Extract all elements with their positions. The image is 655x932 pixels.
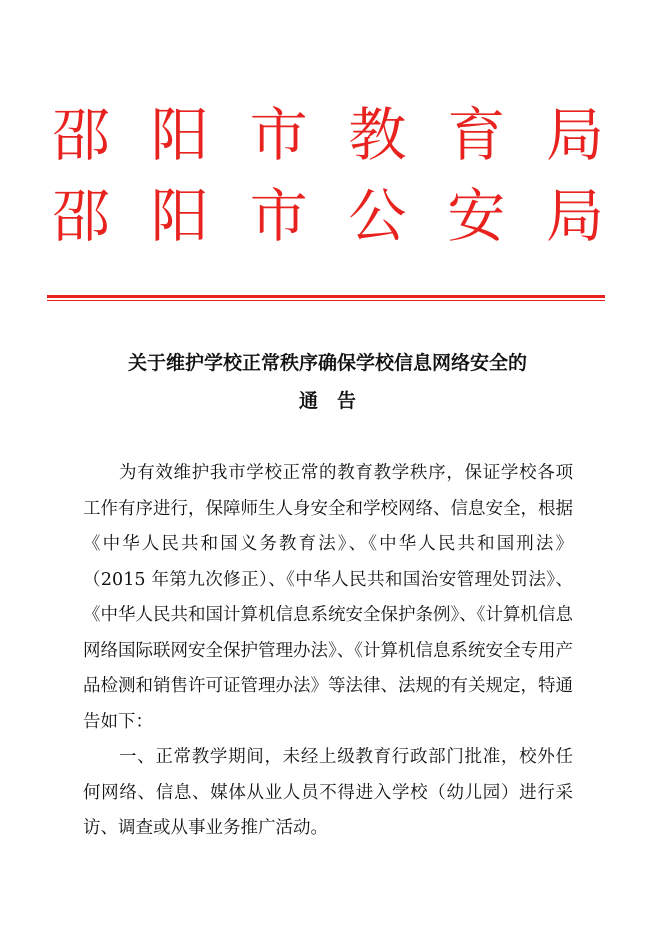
notice-body	[83, 456, 573, 847]
issuer-char: 市	[249, 182, 308, 250]
body-paragraph-clause-1: 一、正常教学期间，未经上级教育行政部门批准，校外任何网络、信息、媒体从业人员不得进入学校（幼儿园）进行采访、调查或从事业务推广活动。	[83, 747, 573, 838]
red-divider-thin	[47, 300, 605, 301]
notice-title: 关于维护学校正常秩序确保学校信息网络安全的	[127, 352, 527, 374]
issuer-char: 邵	[52, 101, 111, 169]
issuer-char: 市	[249, 101, 308, 169]
issuer-char: 邵	[52, 182, 111, 250]
body-paragraph-intro: 为有效维护我市学校正常的教育教学秩序，保证学校各项工作有序进行，保障师生人身安全和学校网络、信息安全，根据《中华人民共和国义务教育法》、《中华人民共和国刑法》（2015 年第九次修正）、《中华人民共和国治安管理处罚法》、《中华人民共和国计算机信息系统安全保护条例》、《计算机信息网络国际联网安全保护管理办法》、《计算机信息系统安全专用产品检测和销售许可证管理办法》等法律、法规的有关规定，特通告如下：	[83, 463, 573, 732]
issuer-char: 局	[545, 101, 604, 169]
issuer-char: 育	[447, 101, 506, 169]
red-divider-thick	[47, 295, 605, 298]
issuer-education-bureau	[52, 102, 604, 168]
issuer-char: 阳	[150, 182, 209, 250]
issuer-char: 阳	[150, 101, 209, 169]
notice-title-suffix: 通 告	[298, 390, 356, 412]
issuer-public-security-bureau	[52, 183, 604, 249]
issuer-char: 公	[348, 182, 407, 250]
issuer-char: 局	[545, 182, 604, 250]
issuer-char: 教	[348, 101, 407, 169]
issuer-char: 安	[447, 182, 506, 250]
